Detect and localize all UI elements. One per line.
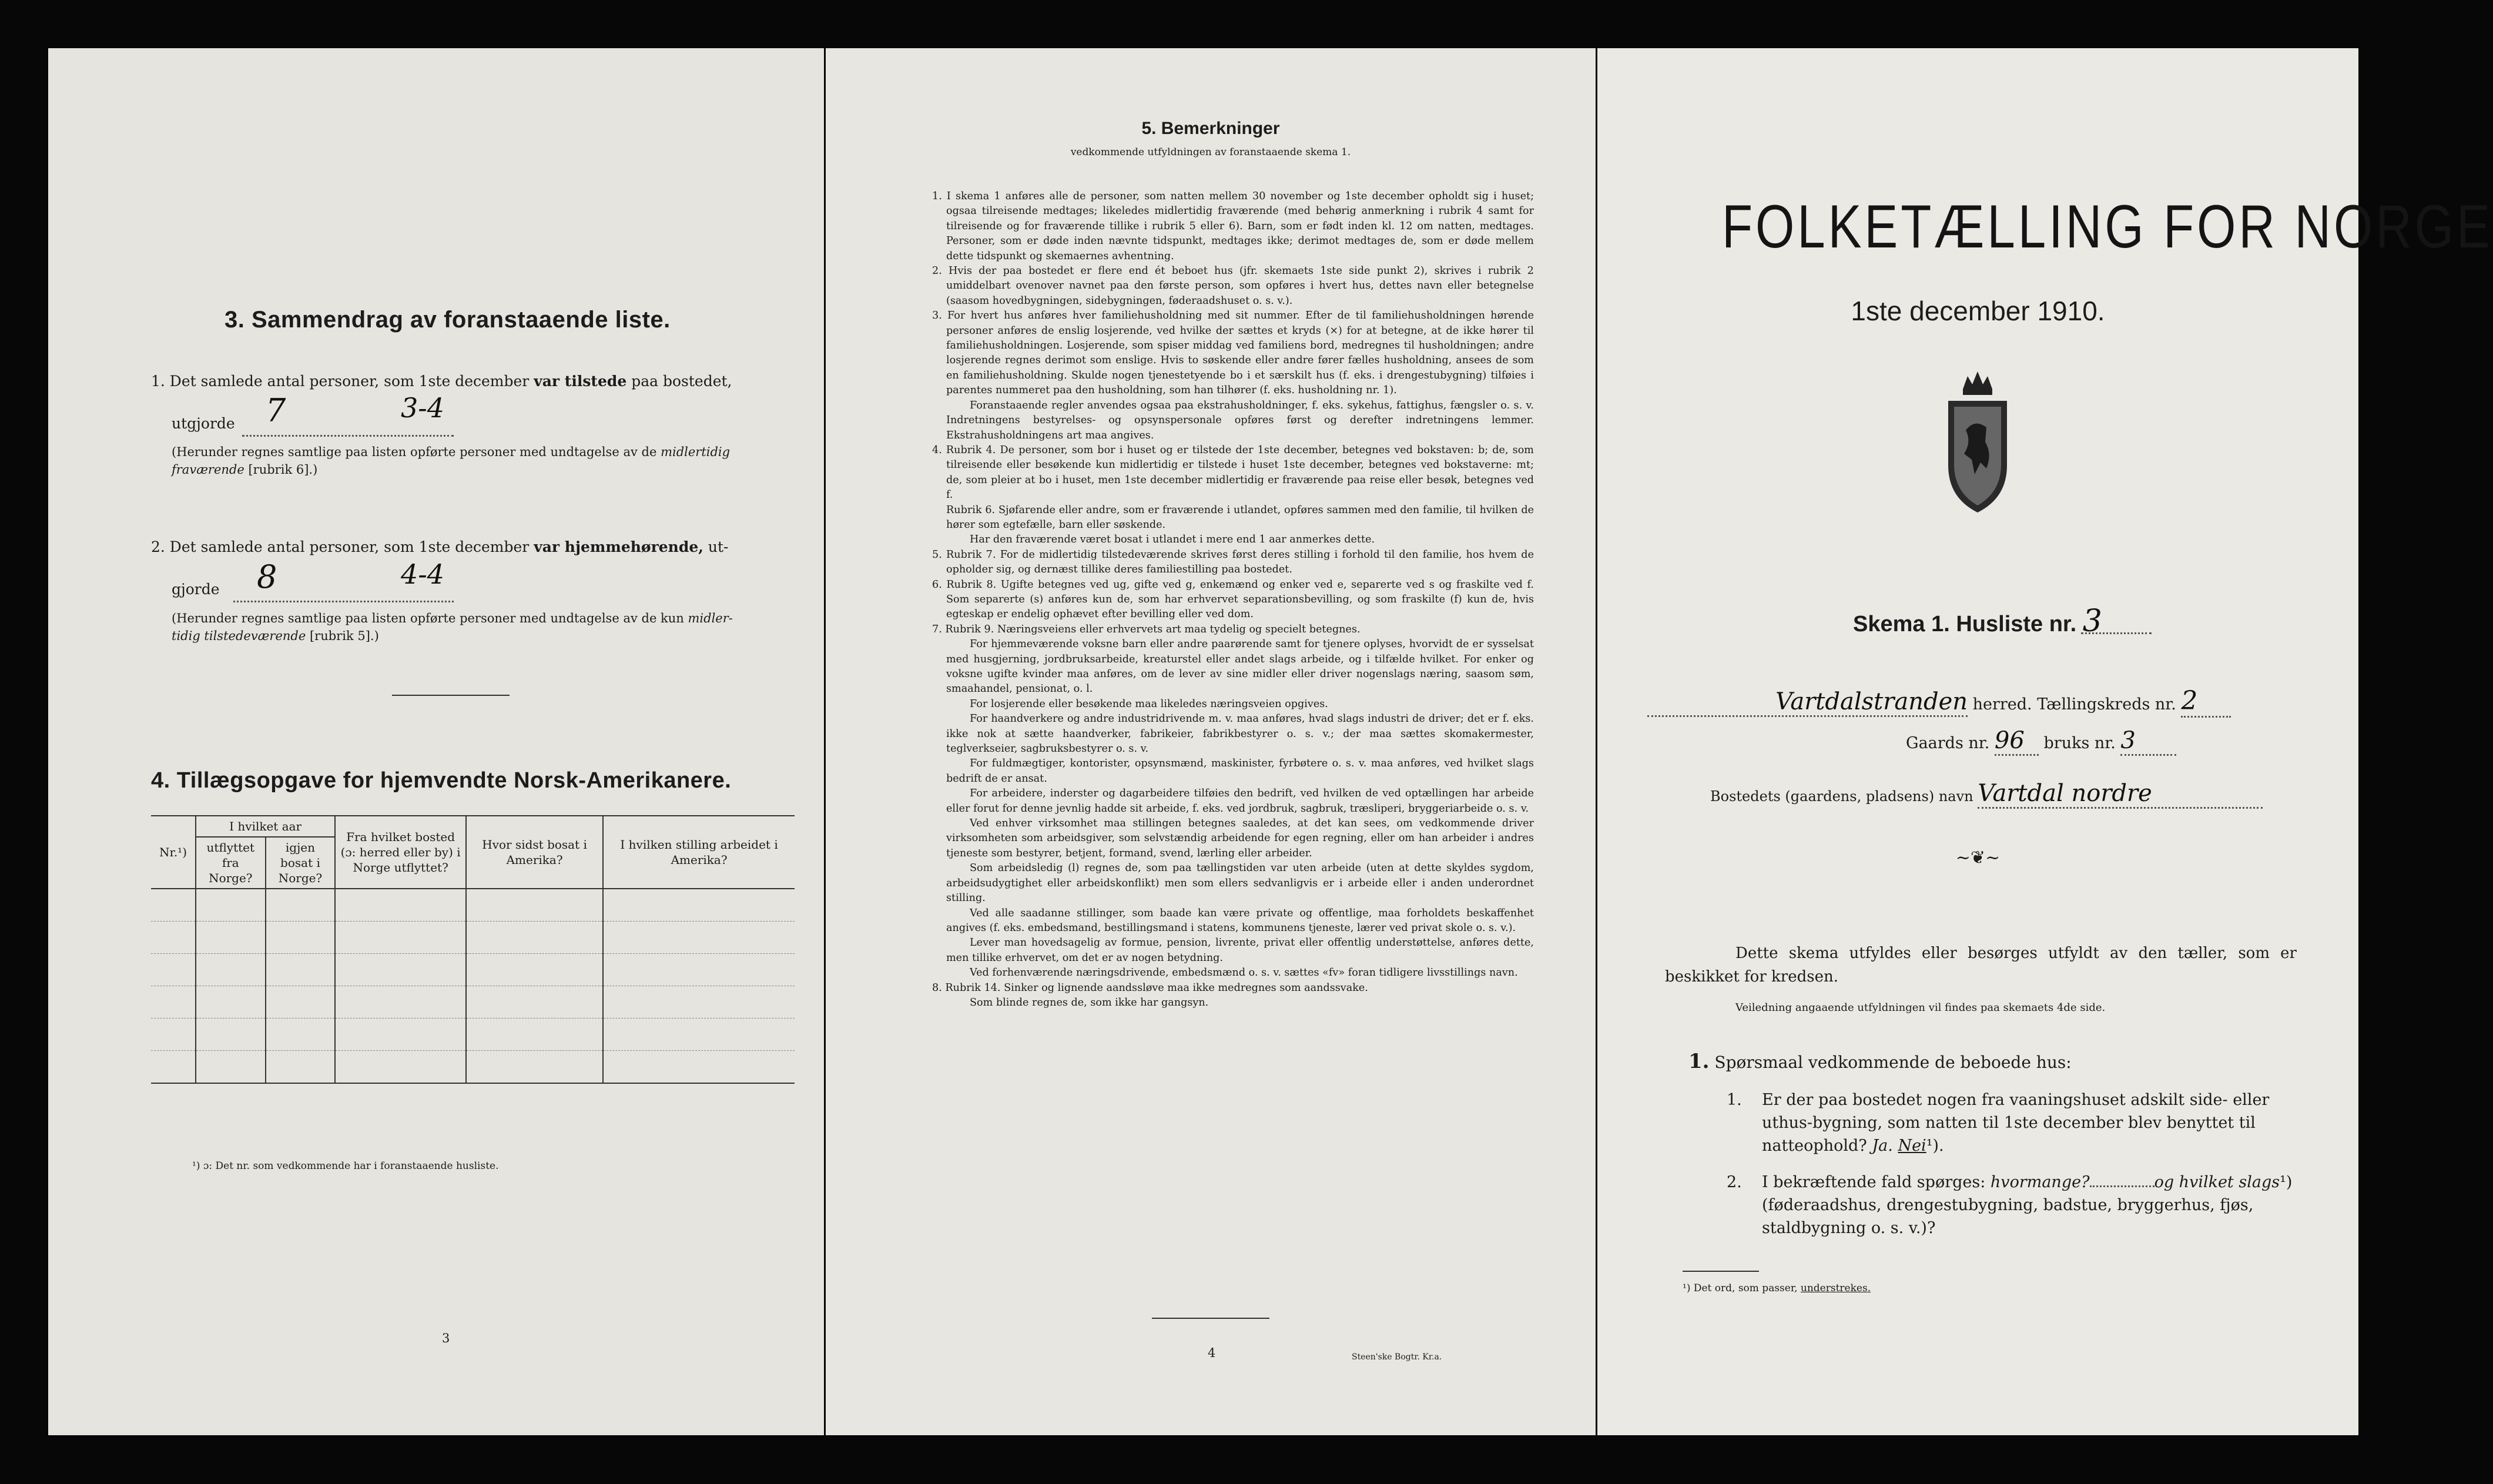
question-1: 1. Er der paa bostedet nogen fra vaaningshuset adskilt side- eller uthus-bygning, som natten til 1ste december blev benyttet til natteophold? Ja. Nei¹). [1727,1091,2270,1155]
remark-paragraph: Ved enhver virksomhet maa stillingen betegnes saaledes, at det kan sees, om vedkommende driver virksomheten som arbeidsgiver, som selvstændig arbeidende for egen regning, eller om han arbeider i andres tjeneste som bestyrer, betjent, formand, svend, lærling eller arbeider. [946,818,1534,859]
gaards-value: 96 [1995,727,2039,756]
col-hvor: Hvor sidst bosat i Amerika? [466,816,603,889]
remark-paragraph: Ved forhenværende næringsdrivende, embedsmænd o. s. v. sættes «fv» foran tidligere livsstillings navn. [970,967,1518,979]
remark-paragraph: For haandverkere og andre industridrivende m. v. maa anføres, hvad slags industri de driver; det er f. eks. ikke nok at sætte haandverker, fabrikeier, fabrikbestyrer o. s. v.; der maa sættes skomakermester, teglverkseier, sagbruksbestyrer o. s. v. [946,713,1534,755]
intro-guide: Veiledning angaaende utfyldningen vil findes paa skemaets 4de side. [1735,1001,2106,1014]
intro-text: Dette skema utfyldes eller besørges utfyldt av den tæller, som er beskikket for kredsen. [1665,944,2297,986]
remark-paragraph: For fuldmægtiger, kontorister, opsynsmænd, maskinister, fyrbøtere o. s. v. maa anføres, ved hvilket slags bedrift de er ansat. [946,758,1534,785]
skema-label: Skema 1. Husliste nr. 3 [1853,604,2102,639]
section3-item2-utgjorde: gjorde [172,581,220,598]
norsk-amerikanere-table [151,815,795,1084]
census-title: FOLKETÆLLING FOR NORGE [1722,193,2493,261]
table-row [151,954,795,986]
col-utflyttet: utflyttet fra Norge? [196,837,266,889]
coat-of-arms-icon [1939,366,2016,518]
remark-paragraph: Som arbeidsledig (l) regnes de, som paa tællingstiden var uten arbeide (uten at dette skyldes sygdom, arbeidsudygtighet eller arbeidskonflikt) men som ellers sedvanligvis er i arbeide eller i anden underordnet stilling. [946,862,1534,905]
divider [392,695,510,696]
remarks-body [923,189,1534,1010]
remark-paragraph: Ved alle saadanne stillinger, som baade kan være private og offentlige, maa forholdets beskaffenhet angives (f. eks. embedsmand, bestillingsmand i statens, kommunens tjeneste, lærer ved privat skole o. s. v.). [946,907,1534,934]
census-date: 1ste december 1910. [1851,296,2105,326]
table-row [151,922,795,954]
col-nr: Nr.¹) [151,816,196,889]
herred-line: Vartdalstranden herred. Tællingskreds nr. 2 [1647,686,2341,718]
remark-paragraph: 4. Rubrik 4. De personer, som bor i huset og er tilstede der 1ste december, betegnes ved bokstaven: b; de, som tilreisende eller besøkende kun midlertidig er tilstede i huset 1ste december, betegnes ved bokstaverne: mt; de, som pleier at bo i huset, men 1ste december midlertidig er fraværende paa reise eller besøk, betegnes ved f. [932,444,1534,501]
remark-paragraph: For losjerende eller besøkende maa likeledes næringsveien opgives. [970,698,1328,710]
section4-title: 4. Tillægsopgave for hjemvendte Norsk-Amerikanere. [151,768,732,793]
col-stilling: I hvilken stilling arbeidet i Amerika? [603,816,795,889]
remarks-subtitle: vedkommende utfyldningen av foranstaaende skema 1. [1070,146,1351,158]
table-row [151,1019,795,1051]
section3-item1: 1. Det samlede antal personer, som 1ste december var tilstede paa bostedet, [151,373,732,390]
remark-paragraph: Foranstaaende regler anvendes ogsaa paa ekstrahusholdninger, f. eks. sykehus, fattighus, fængsler o. s. v. Indretningens bestyrelses- og opsynspersonale opføres først og derefter indretningens lemmer. Ekstrahusholdningens art maa angives. [946,399,1534,441]
kreds-value: 2 [2181,686,2231,718]
remark-paragraph: 5. Rubrik 7. For de midlertidig tilstedeværende skrives først deres stilling i forhold til den familie, hos hvem de opholder sig, og dernæst tillike deres familiestilling paa bostedet. [932,548,1534,576]
section3-item1-note: (Herunder regnes samtlige paa listen opførte personer med undtagelse av de midlertidig fraværende [rubrik 6].) [172,445,731,477]
section3-title: 3. Sammendrag av foranstaaende liste. [224,307,671,333]
printer-mark: Steen'ske Bogtr. Kr.a. [1352,1352,1442,1362]
remark-paragraph: 7. Rubrik 9. Næringsveiens eller erhvervets art maa tydelig og specielt betegnes. [932,623,1361,635]
page-left [48,48,824,1435]
remark-paragraph: For hjemmeværende voksne barn eller andre paarørende samt for tjenere oplyses, hvorvidt de er sysselsat med husgjerning, jordbruksarbeide, kreaturstel eller andet slags arbeide, og i tilfælde hvilket. For enker og voksne ugifte kvinder maa anføres, om de lever av sine midler eller driver nogenslags næring, saasom søm, smaahandel, pensionat, o. l. [946,638,1534,695]
bosted-value: Vartdal nordre [1978,780,2263,809]
remark-paragraph: Har den fraværende været bosat i utlandet i mere end 1 aar anmerkes dette. [970,534,1375,546]
bosted-line: Bostedets (gaardens, pladsens) navn Vartdal nordre [1710,780,2263,809]
remark-paragraph: 6. Rubrik 8. Ugifte betegnes ved ug, gifte ved g, enkemænd og enker ved e, separerte ved s og fraskilte ved f. Som separerte (s) anføres kun de, som har erhvervet separationsbevilling, og som fraskilte (f) kun de, hvis egteskap er endelig ophævet efter bevilling eller ved dom. [932,578,1534,621]
col-group-year: I hvilket aar [196,816,335,837]
page-number: 4 [1208,1346,1216,1360]
questions-title: 1. Spørsmaal vedkommende de beboede hus: [1688,1050,2072,1073]
page-number: 3 [442,1331,450,1345]
husliste-number: 3 [2082,604,2102,639]
remark-paragraph: 1. I skema 1 anføres alle de personer, som natten mellem 30 november og 1ste december opholdt sig i huset; ogsaa tilreisende medtages; likeledes midlertidig fraværende (med behørig anmerkning i rubrik 4 samt for tilreisende og for fraværende tillike i rubrik 5 eller 6). Barn, som er født inden kl. 12 om natten, medtages. Personer, som er døde inden nævnte tidspunkt, medtages ikke; derimot medtages de, som er døde mellem dette tidspunkt og skemaernes avhentning. [932,190,1534,262]
remark-paragraph: For arbeidere, inderster og dagarbeidere tilføies den bedrift, ved hvilken de ved optællingen har arbeide eller forut for denne jevnlig hadde sit arbeide, f. eks. ved jordbruk, sagbruk, træsliperi, bryggeriarbeide o. s. v. [946,788,1534,815]
divider [1152,1318,1269,1319]
gaards-line: Gaards nr. 96 bruks nr. 3 [1906,727,2176,756]
remark-paragraph: 8. Rubrik 14. Sinker og lignende aandssløve maa ikke medregnes som aandssvake. [932,981,1368,994]
herred-value: Vartdalstranden [1647,688,1968,717]
remark-paragraph: Rubrik 6. Sjøfarende eller andre, som er fraværende i utlandet, opføres sammen med den familie, til hvilken de hører som egtefælle, barn eller søskende. [946,504,1534,531]
section3-item2: 2. Det samlede antal personer, som 1ste december var hjemmehørende, ut- [151,538,729,555]
page-middle [826,48,1596,1435]
handwritten-count-1b: 3-4 [401,392,445,424]
handwritten-count-2b: 4-4 [401,558,445,590]
col-fra: Fra hvilket bosted (ɔ: herred eller by) i Norge utflyttet? [335,816,466,889]
remarks-title: 5. Bemerkninger [1141,119,1280,138]
page-right [1597,48,2493,1435]
table-footnote: ¹) ɔ: Det nr. som vedkommende har i foranstaaende husliste. [192,1160,499,1172]
section3-item1-utgjorde: utgjorde [172,415,235,432]
remark-paragraph: 3. For hvert hus anføres hver familiehusholdning med sit nummer. Efter de til familiehusholdningen hørende personer anføres de enslig losjerende, ved hvilke der sættes et kryds (×) for at betegne, at de ikke hører til familiehusholdningen. Losjerende, som spiser middag ved familiens bord, medregnes til husholdningen; andre losjerende regnes derimot som enslige. Hvis to søskende eller andre fører fælles husholdning, ansees de som en familiehusholdning. Skulde nogen tjenestetyende bo i et særskilt hus (f. eks. i drengestubygning) tilføies i parentes nummeret paa den husholdning, som han tilhører (f. eks. husholdning nr. 1). [932,310,1534,397]
answer-nei: Nei [1898,1137,1926,1155]
footnote: ¹) Det ord, som passer, understrekes. [1683,1282,1871,1294]
remark-paragraph: Som blinde regnes de, som ikke har gangsyn. [970,996,1209,1009]
question-2: 2. I bekræftende fald spørges: hvormange? og hvilket slags¹) (føderaadshus, drengestubygning, badstue, bryggerhus, fjøs, staldbygning o. s. v.)? [1727,1173,2293,1237]
table-row [151,1051,795,1084]
handwritten-count-1: 7 [266,392,286,429]
section3-item2-note: (Herunder regnes samtlige paa listen opførte personer med undtagelse av de kun midler- tidig tilstedeværende [rubrik 5].) [172,611,733,643]
remark-paragraph: Lever man hovedsagelig av formue, pension, livrente, privat eller offentlig understøttelse, anføres dette, men tillike erhvervet, om det er av nogen betydning. [946,937,1534,964]
ornament: ~❦~ [1955,847,2001,868]
table-row [151,986,795,1019]
remark-paragraph: 2. Hvis der paa bostedet er flere end ét beboet hus (jfr. skemaets 1ste side punkt 2), skrives i rubrik 2 umiddelbart ovenover navnet paa den første person, som opføres i hvert hus, dettes navn eller betegnelse (saasom hovedbygningen, sidebygningen, føderaadshuset o. s. v.). [932,265,1534,307]
bruks-value: 3 [2120,727,2176,756]
table-row [151,889,795,922]
col-igjen: igjen bosat i Norge? [266,837,336,889]
handwritten-count-2: 8 [257,558,277,595]
